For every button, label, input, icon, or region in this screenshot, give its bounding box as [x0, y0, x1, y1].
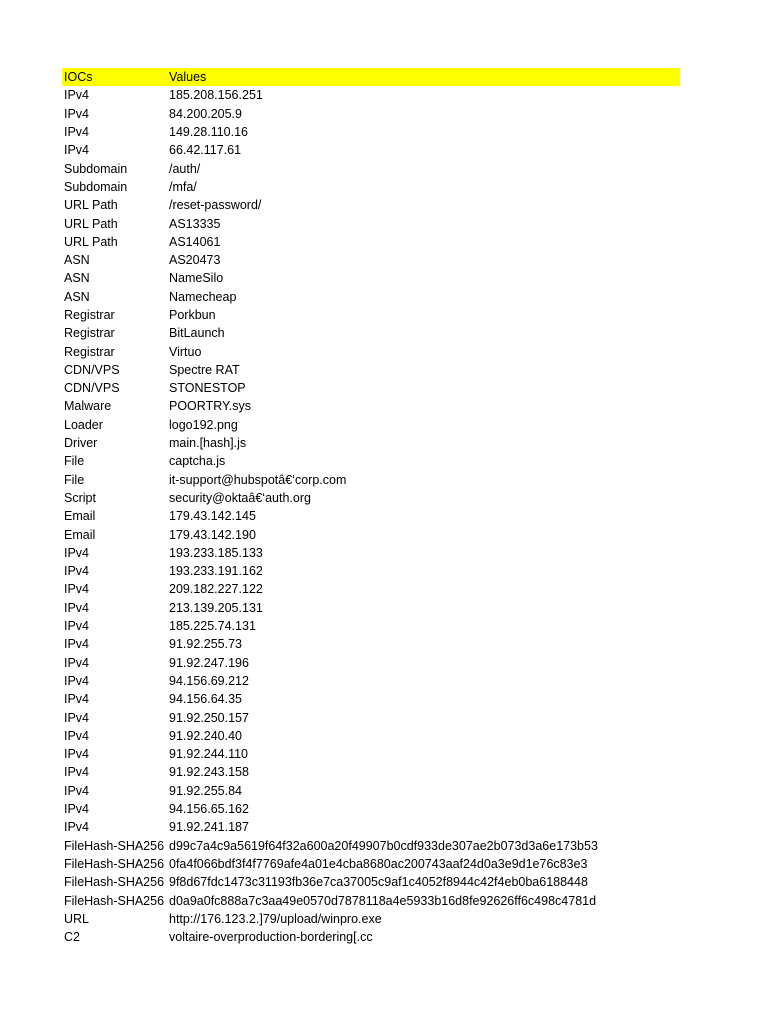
ioc-value-cell: captcha.js: [169, 454, 226, 469]
ioc-value-cell: 94.156.69.212: [169, 673, 249, 688]
table-row: [62, 233, 680, 251]
table-row: [62, 599, 680, 617]
table-row: [62, 708, 680, 726]
ioc-value-cell: 66.42.117.61: [169, 143, 242, 158]
table-row: [62, 818, 680, 836]
table-row: [62, 251, 680, 269]
ioc-value-cell: voltaire-overproduction-bordering[.cc: [169, 930, 373, 945]
ioc-value-cell: /auth/: [169, 161, 201, 176]
ioc-type-cell: File: [64, 472, 85, 487]
column-header-iocs: IOCs: [64, 70, 93, 85]
ioc-value-cell: security@oktaâ€‘auth.org: [169, 490, 311, 505]
ioc-value-cell: 94.156.64.35: [169, 692, 242, 707]
ioc-type-cell: IPv4: [64, 106, 90, 121]
ioc-value-cell: /mfa/: [169, 179, 197, 194]
ioc-type-cell: IPv4: [64, 673, 90, 688]
ioc-type-cell: FileHash-SHA256: [64, 856, 165, 871]
ioc-value-cell: Spectre RAT: [169, 362, 240, 377]
ioc-type-cell: URL Path: [64, 198, 118, 213]
ioc-type-cell: IPv4: [64, 545, 90, 560]
table-header-row: [62, 68, 680, 86]
ioc-type-cell: Email: [64, 527, 96, 542]
table-row: [62, 105, 680, 123]
ioc-type-cell: IPv4: [64, 802, 90, 817]
ioc-value-cell: it-support@hubspotâ€‘corp.com: [169, 472, 347, 487]
ioc-value-cell: Virtuo: [169, 344, 202, 359]
table-row: [62, 159, 680, 177]
table-row: [62, 763, 680, 781]
ioc-type-cell: Registrar: [64, 308, 115, 322]
table-row: [62, 196, 680, 214]
ioc-value-cell: BitLaunch: [169, 326, 225, 341]
ioc-value-cell: 91.92.247.196: [169, 655, 249, 670]
table-row: [62, 891, 680, 909]
ioc-type-cell: Registrar: [64, 344, 115, 359]
ioc-type-cell: ASN: [64, 289, 90, 304]
table-row: [62, 416, 680, 434]
ioc-value-cell: NameSilo: [169, 271, 224, 286]
table-row: [62, 617, 680, 635]
ioc-type-cell: FileHash-SHA256: [64, 875, 165, 890]
table-row: [62, 141, 680, 159]
ioc-value-cell: 91.92.240.40: [169, 728, 242, 743]
table-row: [62, 471, 680, 489]
table-row: [62, 434, 680, 452]
ioc-type-cell: FileHash-SHA256: [64, 893, 165, 908]
ioc-type-cell: CDN/VPS: [64, 362, 120, 377]
ioc-value-cell: STONESTOP: [169, 381, 246, 396]
ioc-value-cell: 209.182.227.122: [169, 582, 263, 597]
table-body: [62, 86, 680, 946]
ioc-type-cell: IPv4: [64, 564, 90, 579]
table-row: [62, 654, 680, 672]
ioc-value-cell: 149.28.110.16: [169, 125, 249, 140]
ioc-value-cell: 91.92.255.73: [169, 637, 242, 652]
ioc-type-cell: Loader: [64, 417, 103, 432]
ioc-value-cell: /reset-password/: [169, 198, 262, 213]
ioc-type-cell: ASN: [64, 253, 90, 268]
ioc-type-cell: URL Path: [64, 216, 118, 231]
ioc-type-cell: IPv4: [64, 728, 90, 743]
table-row: [62, 580, 680, 598]
table-row: [62, 379, 680, 397]
ioc-type-cell: Subdomain: [64, 179, 128, 194]
table-row: [62, 342, 680, 360]
table-row: [62, 489, 680, 507]
ioc-type-cell: IPv4: [64, 125, 90, 140]
table-row: [62, 452, 680, 470]
table-row: [62, 544, 680, 562]
ioc-value-cell: 0fa4f066bdf3f4f7769afe4a01e4cba8680ac200743aaf24d0a3e9d1e76c83e3: [169, 856, 588, 871]
ioc-value-cell: logo192.png: [169, 417, 238, 432]
ioc-type-cell: IPv4: [64, 619, 90, 634]
table-row: [62, 727, 680, 745]
table-row: [62, 745, 680, 763]
ioc-type-cell: FileHash-SHA256: [64, 838, 165, 853]
ioc-value-cell: 84.200.205.9: [169, 106, 242, 121]
table-row: [62, 672, 680, 690]
ioc-value-cell: 179.43.142.145: [169, 509, 256, 524]
ioc-type-cell: Script: [64, 490, 96, 505]
ioc-type-cell: IPv4: [64, 783, 90, 798]
table-row: [62, 397, 680, 415]
table-row: [62, 836, 680, 854]
ioc-value-cell: 94.156.65.162: [169, 802, 249, 817]
ioc-value-cell: 91.92.250.157: [169, 710, 249, 725]
ioc-value-cell: 91.92.243.158: [169, 765, 249, 780]
ioc-type-cell: IPv4: [64, 637, 90, 652]
ioc-value-cell: 91.92.241.187: [169, 820, 249, 835]
ioc-type-cell: IPv4: [64, 600, 90, 615]
ioc-value-cell: http://176.123.2.]79/upload/winpro.exe: [169, 911, 382, 926]
ioc-value-cell: AS13335: [169, 216, 221, 231]
ioc-value-cell: 91.92.244.110: [169, 747, 249, 762]
ioc-table: [62, 68, 680, 946]
ioc-type-cell: URL: [64, 911, 90, 926]
ioc-type-cell: File: [64, 454, 85, 469]
ioc-type-cell: Email: [64, 509, 96, 524]
ioc-value-cell: 185.208.156.251: [169, 88, 263, 103]
table-row: [62, 306, 680, 324]
ioc-type-cell: IPv4: [64, 747, 90, 762]
ioc-value-cell: AS20473: [169, 253, 221, 268]
table-row: [62, 690, 680, 708]
column-header-values: Values: [169, 70, 207, 85]
ioc-type-cell: IPv4: [64, 820, 90, 835]
ioc-type-cell: IPv4: [64, 143, 90, 158]
table-row: [62, 507, 680, 525]
table-row: [62, 214, 680, 232]
table-row: [62, 86, 680, 104]
ioc-value-cell: 9f8d67fdc1473c31193fb36e7ca37005c9af1c4052f8944c42f4eb0ba6188448: [169, 875, 588, 890]
table-row: [62, 782, 680, 800]
ioc-type-cell: IPv4: [64, 582, 90, 597]
ioc-value-cell: d0a9a0fc888a7c3aa49e0570d7878118a4e5933b16d8fe92626ff6c498c4781d: [169, 893, 597, 908]
ioc-type-cell: IPv4: [64, 655, 90, 670]
ioc-value-cell: 193.233.191.162: [169, 564, 263, 579]
table-row: [62, 525, 680, 543]
ioc-type-cell: IPv4: [64, 765, 90, 780]
ioc-value-cell: main.[hash].js: [169, 436, 247, 451]
ioc-value-cell: 193.233.185.133: [169, 545, 263, 560]
ioc-value-cell: 179.43.142.190: [169, 527, 256, 542]
ioc-type-cell: C2: [64, 930, 80, 945]
ioc-type-cell: Malware: [64, 399, 112, 414]
table-row: [62, 562, 680, 580]
table-row: [62, 324, 680, 342]
table-row: [62, 873, 680, 891]
ioc-value-cell: 91.92.255.84: [169, 783, 242, 798]
table-row: [62, 178, 680, 196]
ioc-value-cell: Namecheap: [169, 289, 237, 304]
ioc-value-cell: d99c7a4c9a5619f64f32a600a20f49907b0cdf933de307ae2b073d3a6e173b53: [169, 838, 598, 853]
ioc-value-cell: 213.139.205.131: [169, 600, 263, 615]
ioc-value-cell: Porkbun: [169, 308, 216, 322]
ioc-value-cell: 185.225.74.131: [169, 619, 256, 634]
table-row: [62, 800, 680, 818]
table-row: [62, 361, 680, 379]
ioc-type-cell: IPv4: [64, 710, 90, 725]
ioc-type-cell: Subdomain: [64, 161, 128, 176]
table-row: [62, 288, 680, 306]
ioc-type-cell: CDN/VPS: [64, 381, 120, 396]
table-row: [62, 635, 680, 653]
table-row: [62, 855, 680, 873]
ioc-type-cell: IPv4: [64, 692, 90, 707]
table-row: [62, 928, 680, 946]
table-row: [62, 269, 680, 287]
ioc-type-cell: URL Path: [64, 234, 118, 249]
ioc-type-cell: Driver: [64, 436, 98, 451]
ioc-type-cell: IPv4: [64, 88, 90, 103]
ioc-value-cell: AS14061: [169, 234, 221, 249]
ioc-value-cell: POORTRY.sys: [169, 399, 251, 414]
ioc-type-cell: Registrar: [64, 326, 115, 341]
table-row: [62, 123, 680, 141]
ioc-type-cell: ASN: [64, 271, 90, 286]
table-row: [62, 910, 680, 928]
